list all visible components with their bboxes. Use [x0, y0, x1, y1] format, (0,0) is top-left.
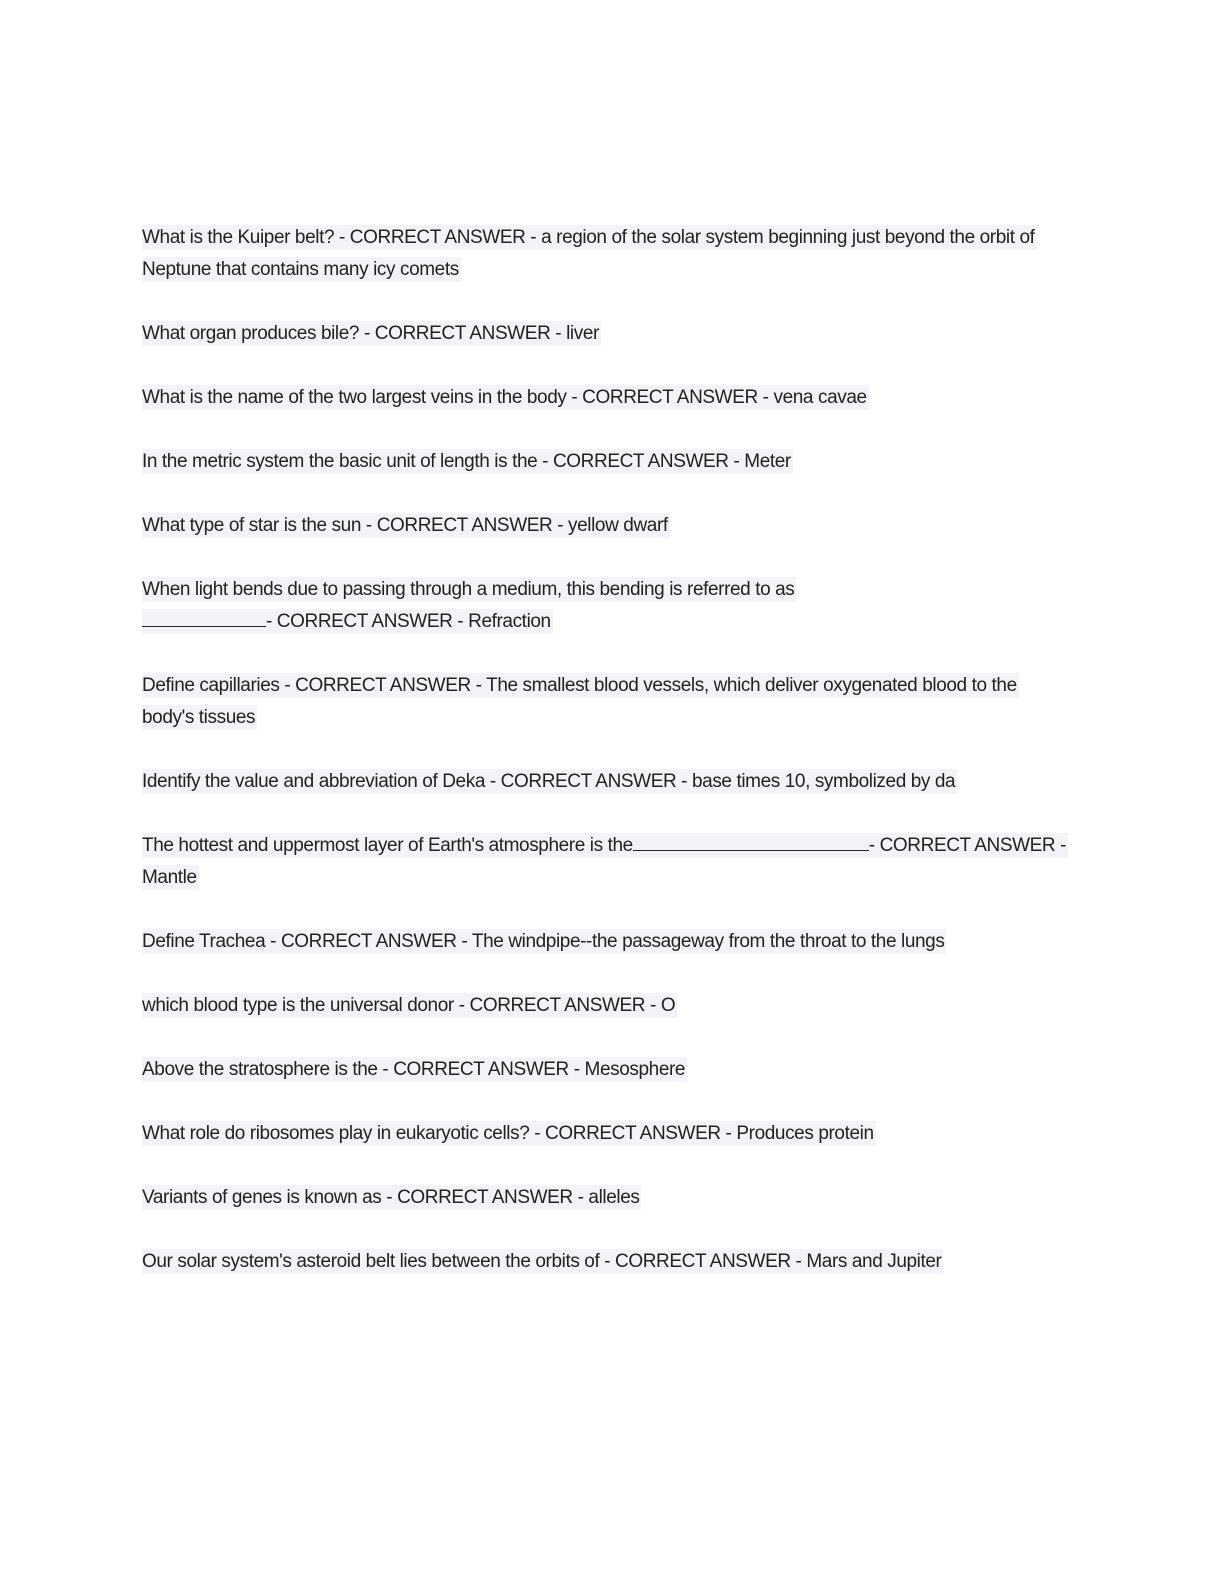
qa-highlight	[142, 1057, 687, 1082]
question-text: What is the name of the two largest veins in the body - CORRECT ANSWER -	[142, 387, 774, 408]
answer-text: Mesosphere	[584, 1059, 686, 1080]
answer-text: O	[660, 995, 676, 1016]
qa-highlight	[142, 385, 869, 410]
qa-item-refraction	[142, 574, 1072, 638]
question-text: What is the Kuiper belt? - CORRECT ANSWER -	[142, 227, 542, 248]
qa-item-alleles	[142, 1182, 1072, 1214]
answer-text: base times 10, symbolized by da	[691, 771, 956, 792]
question-text: Above the stratosphere is the - CORRECT ANSWER -	[142, 1059, 585, 1080]
question-text: In the metric system the basic unit of length is the - CORRECT ANSWER -	[142, 451, 745, 472]
answer-text: Produces protein	[736, 1123, 874, 1144]
qa-item-bile	[142, 318, 1072, 350]
qa-highlight	[142, 929, 946, 954]
fill-in-blank	[142, 608, 266, 627]
qa-item-ribosomes	[142, 1118, 1072, 1150]
qa-highlight	[142, 449, 793, 474]
qa-item-atmosphere-layer	[142, 830, 1072, 894]
question-text: Define Trachea - CORRECT ANSWER -	[142, 931, 472, 952]
qa-item-metric-length	[142, 446, 1072, 478]
question-text: Variants of genes is known as - CORRECT ANSWER -	[142, 1187, 589, 1208]
qa-highlight	[142, 833, 1068, 890]
qa-highlight	[142, 1249, 943, 1274]
answer-text: The smallest blood vessels, which deliver oxygenated blood to the body's tissues	[142, 675, 1017, 728]
qa-list	[142, 222, 1072, 1310]
qa-highlight	[142, 225, 1037, 282]
answer-text: Mantle	[142, 867, 197, 888]
answer-text: a region of the solar system beginning just beyond the orbit of Neptune that contains many icy comets	[142, 227, 1035, 280]
qa-item-deka	[142, 766, 1072, 798]
question-text: The hottest and uppermost layer of Earth's atmosphere is the	[142, 835, 633, 856]
qa-highlight	[142, 769, 957, 794]
answer-text: liver	[566, 323, 599, 344]
answer-text: yellow dwarf	[568, 515, 668, 536]
qa-item-veins	[142, 382, 1072, 414]
question-text: Our solar system's asteroid belt lies between the orbits of - CORRECT ANSWER -	[142, 1251, 807, 1272]
qa-highlight	[142, 577, 796, 634]
qa-item-capillaries	[142, 670, 1072, 734]
question-text: which blood type is the universal donor - CORRECT ANSWER -	[142, 995, 661, 1016]
answer-text: alleles	[588, 1187, 640, 1208]
question-text: What organ produces bile? - CORRECT ANSWER -	[142, 323, 567, 344]
answer-text: The windpipe--the passageway from the throat to the lungs	[471, 931, 945, 952]
answer-text: vena cavae	[773, 387, 867, 408]
question-text: What role do ribosomes play in eukaryotic cells? - CORRECT ANSWER -	[142, 1123, 737, 1144]
qa-item-universal-donor	[142, 990, 1072, 1022]
qa-highlight	[142, 993, 677, 1018]
question-text: What type of star is the sun - CORRECT ANSWER -	[142, 515, 569, 536]
answer-text: Meter	[744, 451, 791, 472]
question-text-suffix: - CORRECT ANSWER -	[266, 611, 469, 632]
qa-item-mesosphere	[142, 1054, 1072, 1086]
qa-item-kuiper-belt	[142, 222, 1072, 286]
question-text-suffix: - CORRECT ANSWER -	[868, 835, 1067, 856]
fill-in-blank	[633, 832, 869, 851]
question-text: When light bends due to passing through a medium, this bending is referred to as	[142, 579, 795, 600]
qa-item-trachea	[142, 926, 1072, 958]
qa-highlight	[142, 1185, 641, 1210]
qa-highlight	[142, 1121, 876, 1146]
qa-highlight	[142, 673, 1019, 730]
answer-text: Mars and Jupiter	[806, 1251, 942, 1272]
qa-highlight	[142, 321, 601, 346]
question-text: Identify the value and abbreviation of Deka - CORRECT ANSWER -	[142, 771, 692, 792]
question-text: Define capillaries - CORRECT ANSWER -	[142, 675, 487, 696]
qa-highlight	[142, 513, 670, 538]
answer-text: Refraction	[468, 611, 551, 632]
qa-item-asteroid-belt	[142, 1246, 1072, 1278]
qa-item-sun-type	[142, 510, 1072, 542]
